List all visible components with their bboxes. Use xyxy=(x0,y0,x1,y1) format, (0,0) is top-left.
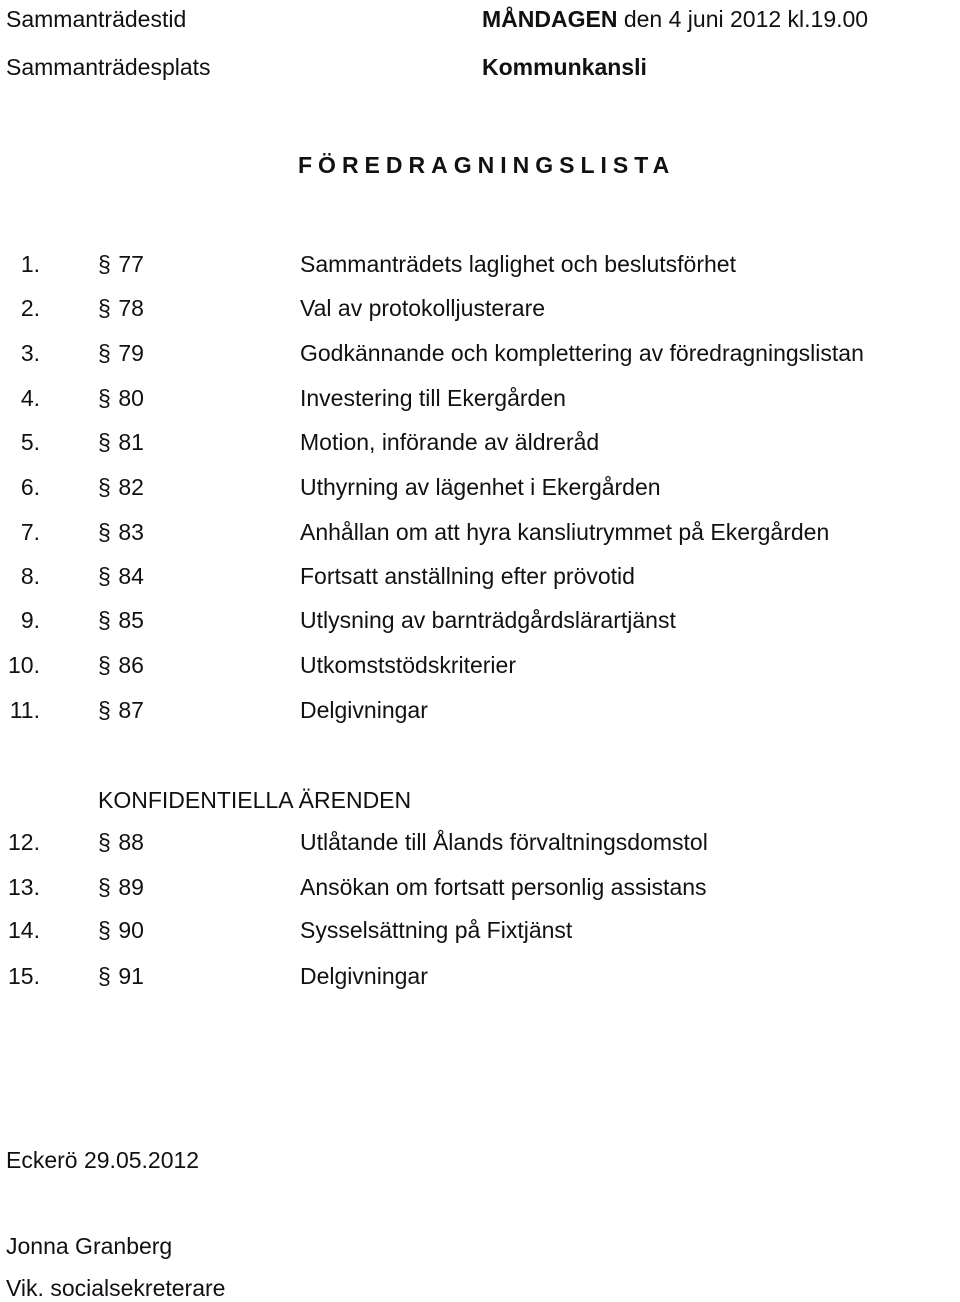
agenda-item-number: 13. xyxy=(8,874,40,900)
meeting-time-value xyxy=(482,6,868,33)
paragraph-number: 90 xyxy=(118,917,144,943)
meeting-day: MÅNDAGEN xyxy=(482,6,618,32)
agenda-item-topic: Ansökan om fortsatt personlig assistans xyxy=(300,874,707,900)
agenda-item-topic: Fortsatt anställning efter prövotid xyxy=(300,563,635,589)
agenda-item-number: 4. xyxy=(20,385,40,411)
paragraph-number: 87 xyxy=(118,697,144,723)
agenda-item-paragraph xyxy=(98,829,144,856)
agenda-item-paragraph xyxy=(98,697,144,724)
paragraph-number: 80 xyxy=(118,385,144,411)
agenda-item-topic: Utkomststödskriterier xyxy=(300,652,516,678)
section-sign-icon: § xyxy=(98,429,111,455)
agenda-item xyxy=(0,652,960,682)
section-sign-icon: § xyxy=(98,652,111,678)
agenda-item-topic: Val av protokolljusterare xyxy=(300,295,546,321)
agenda-item xyxy=(0,917,960,947)
section-sign-icon: § xyxy=(98,295,111,321)
agenda-item xyxy=(0,874,960,904)
signer-title: Vik. socialsekreterare xyxy=(6,1275,226,1301)
paragraph-number: 86 xyxy=(118,652,144,678)
section-sign-icon: § xyxy=(98,340,111,366)
agenda-item xyxy=(0,697,960,727)
section-sign-icon: § xyxy=(98,829,111,855)
agenda-item-paragraph xyxy=(98,607,144,634)
agenda-item xyxy=(0,563,960,593)
paragraph-number: 88 xyxy=(118,829,144,855)
agenda-item-number: 6. xyxy=(20,474,40,500)
section-sign-icon: § xyxy=(98,607,111,633)
section-sign-icon: § xyxy=(98,917,111,943)
agenda-item-paragraph xyxy=(98,429,144,456)
agenda-item xyxy=(0,429,960,459)
agenda-item xyxy=(0,295,960,325)
paragraph-number: 79 xyxy=(118,340,144,366)
agenda-item-topic: Godkännande och komplettering av föredragningslistan xyxy=(300,340,864,366)
meeting-place-value: Kommunkansli xyxy=(482,54,647,80)
agenda-item xyxy=(0,474,960,504)
agenda-item xyxy=(0,251,960,281)
agenda-item-number: 7. xyxy=(20,519,40,545)
agenda-item xyxy=(0,963,960,993)
agenda-item xyxy=(0,340,960,370)
paragraph-number: 91 xyxy=(118,963,144,989)
section-sign-icon: § xyxy=(98,874,111,900)
agenda-item-number: 12. xyxy=(8,829,40,855)
agenda-item-paragraph xyxy=(98,963,144,990)
agenda-item-paragraph xyxy=(98,563,144,590)
agenda-item-number: 8. xyxy=(20,563,40,589)
signer-name: Jonna Granberg xyxy=(6,1233,173,1259)
agenda-item-paragraph xyxy=(98,519,144,546)
agenda-item-topic: Investering till Ekergården xyxy=(300,385,566,411)
paragraph-number: 85 xyxy=(118,607,144,633)
section-sign-icon: § xyxy=(98,519,111,545)
agenda-item xyxy=(0,385,960,415)
place-date: Eckerö 29.05.2012 xyxy=(6,1147,200,1173)
agenda-item-topic: Delgivningar xyxy=(300,697,428,723)
section-sign-icon: § xyxy=(98,474,111,500)
agenda-item-number: 1. xyxy=(20,251,40,277)
agenda-item xyxy=(0,519,960,549)
paragraph-number: 83 xyxy=(118,519,144,545)
agenda-item-number: 9. xyxy=(20,607,40,633)
agenda-item-paragraph xyxy=(98,251,144,278)
agenda-item-paragraph xyxy=(98,874,144,901)
paragraph-number: 82 xyxy=(118,474,144,500)
agenda-item-topic: Uthyrning av lägenhet i Ekergården xyxy=(300,474,661,500)
agenda-item-paragraph xyxy=(98,652,144,679)
section-sign-icon: § xyxy=(98,963,111,989)
document-title: FÖREDRAGNINGSLISTA xyxy=(298,152,676,178)
section-sign-icon: § xyxy=(98,385,111,411)
agenda-item-paragraph xyxy=(98,385,144,412)
paragraph-number: 89 xyxy=(118,874,144,900)
paragraph-number: 77 xyxy=(118,251,144,277)
agenda-item-topic: Motion, införande av äldreråd xyxy=(300,429,600,455)
agenda-item-paragraph xyxy=(98,295,144,322)
agenda-item-number: 14. xyxy=(8,917,40,943)
section-sign-icon: § xyxy=(98,563,111,589)
agenda-item-number: 10. xyxy=(8,652,40,678)
agenda-item-number: 3. xyxy=(20,340,40,366)
agenda-item-paragraph xyxy=(98,917,144,944)
meeting-time-label: Sammanträdestid xyxy=(6,6,187,32)
confidential-heading: KONFIDENTIELLA ÄRENDEN xyxy=(98,787,412,813)
agenda-item-number: 11. xyxy=(9,697,40,723)
paragraph-number: 84 xyxy=(118,563,144,589)
agenda-item-topic: Sammanträdets laglighet och beslutsförhet xyxy=(300,251,736,277)
agenda-item-number: 2. xyxy=(20,295,40,321)
agenda-item-paragraph xyxy=(98,340,144,367)
meeting-date-time: den 4 juni 2012 kl.19.00 xyxy=(617,6,869,32)
section-sign-icon: § xyxy=(98,697,111,723)
agenda-item xyxy=(0,829,960,859)
paragraph-number: 78 xyxy=(118,295,144,321)
agenda-item xyxy=(0,607,960,637)
meeting-place-label: Sammanträdesplats xyxy=(6,54,211,80)
agenda-item-topic: Anhållan om att hyra kansliutrymmet på Ekergården xyxy=(300,519,830,545)
agenda-item-topic: Sysselsättning på Fixtjänst xyxy=(300,917,573,943)
agenda-item-topic: Utlysning av barnträdgårdslärartjänst xyxy=(300,607,676,633)
agenda-item-paragraph xyxy=(98,474,144,501)
agenda-item-number: 5. xyxy=(20,429,40,455)
agenda-item-topic: Delgivningar xyxy=(300,963,428,989)
paragraph-number: 81 xyxy=(118,429,144,455)
agenda-item-topic: Utlåtande till Ålands förvaltningsdomstol xyxy=(300,829,708,855)
section-sign-icon: § xyxy=(98,251,111,277)
agenda-item-number: 15. xyxy=(8,963,40,989)
